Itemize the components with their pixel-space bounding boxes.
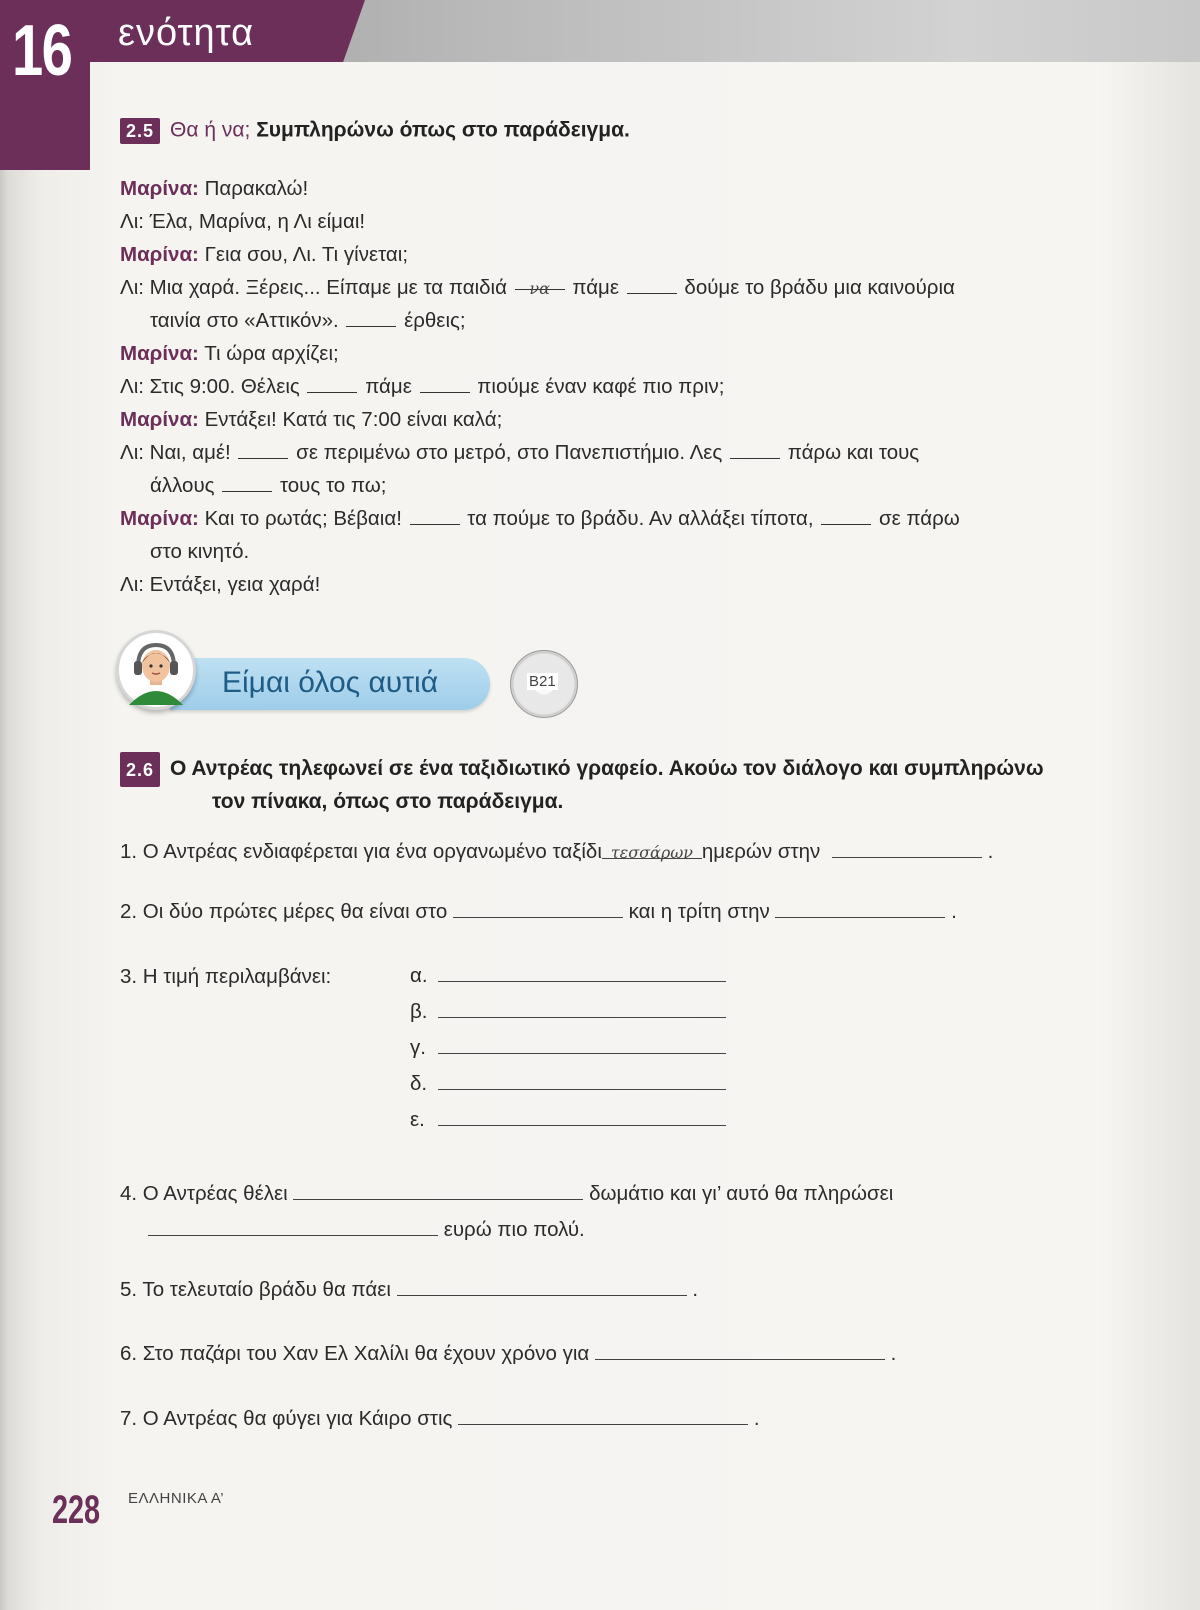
question-text: 6. Στο παζάρι του Χαν Ελ Χαλίλι θα έχουν χρόνο για bbox=[120, 1342, 590, 1365]
list-item bbox=[410, 1066, 726, 1102]
line-text: Και το ρωτάς; Βέβαια! bbox=[204, 507, 402, 530]
line-text: Τι ώρα αρχίζει; bbox=[204, 342, 339, 365]
blank-field[interactable] bbox=[821, 507, 871, 525]
speaker-li: Λι: bbox=[120, 276, 144, 299]
question-3-items bbox=[410, 958, 726, 1138]
listener-avatar bbox=[116, 630, 196, 710]
line-text: πάμε bbox=[365, 375, 412, 398]
item-label: ε. bbox=[410, 1108, 425, 1131]
dialogue-line bbox=[120, 403, 1080, 436]
speaker-marina: Μαρίνα: bbox=[120, 342, 199, 365]
list-item bbox=[410, 1030, 726, 1066]
line-text: δούμε το βράδυ μια καινούρια bbox=[684, 276, 955, 299]
answer-line[interactable] bbox=[458, 1405, 748, 1425]
blank-field[interactable] bbox=[238, 441, 288, 459]
dialogue-line bbox=[120, 238, 1080, 271]
question-text: 4. Ο Αντρέας θέλει bbox=[120, 1182, 288, 1205]
question-5 bbox=[120, 1276, 698, 1304]
answer-line[interactable] bbox=[397, 1276, 687, 1296]
question-6 bbox=[120, 1340, 896, 1368]
answer-line[interactable] bbox=[438, 1106, 726, 1126]
question-4 bbox=[120, 1176, 1080, 1248]
blank-field[interactable] bbox=[420, 375, 470, 393]
blank-field[interactable] bbox=[410, 507, 460, 525]
punctuation: . bbox=[987, 840, 994, 863]
line-text: ταινία στο «Αττικόν». bbox=[150, 309, 339, 332]
line-text: άλλους bbox=[150, 474, 215, 497]
blank-field[interactable] bbox=[307, 375, 357, 393]
question-1 bbox=[120, 838, 993, 866]
question-2 bbox=[120, 898, 957, 926]
exercise-instruction: Ο Αντρέας τηλεφωνεί σε ένα ταξιδιωτικό γραφείο. Ακούω τον διάλογο και συμπληρώνω bbox=[170, 757, 1044, 781]
answer-line[interactable] bbox=[438, 962, 726, 982]
list-item bbox=[410, 1102, 726, 1138]
line-text: τους το πω; bbox=[279, 474, 387, 497]
punctuation: . bbox=[951, 900, 957, 923]
speaker-marina: Μαρίνα: bbox=[120, 177, 199, 200]
answer-line[interactable] bbox=[775, 898, 945, 918]
dialogue-line bbox=[120, 172, 1080, 205]
exercise-2-5-title bbox=[120, 118, 630, 144]
question-text: ευρώ πιο πολύ. bbox=[443, 1218, 585, 1241]
line-text: πάρω και τους bbox=[787, 441, 920, 464]
line-text: σε πάρω bbox=[878, 507, 960, 530]
exercise-badge: 2.5 bbox=[120, 118, 160, 144]
dialogue-line bbox=[120, 337, 1080, 370]
unit-label: ενότητα bbox=[118, 12, 255, 54]
blank-field[interactable] bbox=[627, 276, 677, 294]
line-text: Στις 9:00. Θέλεις bbox=[149, 375, 300, 398]
line-text: Γεια σου, Λι. Τι γίνεται; bbox=[204, 243, 409, 266]
dialogue-line bbox=[120, 370, 1080, 403]
answer-line[interactable] bbox=[148, 1216, 438, 1236]
punctuation: . bbox=[890, 1342, 897, 1365]
line-text: στο κινητό. bbox=[150, 540, 250, 563]
line-text: έρθεις; bbox=[404, 309, 466, 332]
exercise-2-6-title bbox=[120, 752, 1080, 817]
punctuation: . bbox=[692, 1278, 699, 1301]
audio-track-label: B21 bbox=[529, 673, 556, 690]
line-text: πάμε bbox=[572, 276, 619, 299]
example-answer[interactable]: τεσσάρων bbox=[602, 839, 702, 859]
speaker-li: Λι: bbox=[120, 441, 144, 464]
listening-title: Είμαι όλος αυτιά bbox=[222, 666, 439, 699]
line-text: σε περιμένω στο μετρό, στο Πανεπιστήμιο. Λες bbox=[296, 441, 723, 464]
dialogue-line bbox=[120, 205, 1080, 238]
line-text: Έλα, Μαρίνα, η Λι είμαι! bbox=[149, 210, 366, 233]
example-answer[interactable]: να bbox=[515, 272, 565, 290]
dialogue-line bbox=[120, 271, 1080, 337]
exercise-badge: 2.6 bbox=[120, 752, 160, 787]
question-text: 5. Το τελευταίο βράδυ θα πάει bbox=[120, 1278, 391, 1301]
speaker-li: Λι: bbox=[120, 573, 144, 596]
question-text: ημερών στην bbox=[701, 840, 821, 863]
line-text: Εντάξει, γεια χαρά! bbox=[149, 573, 321, 596]
blank-field[interactable] bbox=[730, 441, 780, 459]
line-text: πιούμε έναν καφέ πιο πριν; bbox=[477, 375, 725, 398]
line-text: Μια χαρά. Ξέρεις... Είπαμε με τα παιδιά bbox=[149, 276, 507, 299]
speaker-li: Λι: bbox=[120, 210, 144, 233]
item-label: α. bbox=[410, 964, 428, 987]
speaker-marina: Μαρίνα: bbox=[120, 243, 199, 266]
list-item bbox=[410, 958, 726, 994]
line-text: Παρακαλώ! bbox=[204, 177, 309, 200]
blank-field[interactable] bbox=[222, 474, 272, 492]
line-text: Ναι, αμέ! bbox=[149, 441, 231, 464]
unit-number-block bbox=[0, 0, 90, 170]
exercise-instruction: Συμπληρώνω όπως στο παράδειγμα. bbox=[256, 118, 630, 142]
question-text: δωμάτιο και γι’ αυτό θα πληρώσει bbox=[589, 1182, 894, 1205]
question-7 bbox=[120, 1405, 760, 1433]
answer-line[interactable] bbox=[293, 1180, 583, 1200]
item-label: β. bbox=[410, 1000, 428, 1023]
answer-line[interactable] bbox=[438, 1034, 726, 1054]
answer-line[interactable] bbox=[438, 998, 726, 1018]
speaker-marina: Μαρίνα: bbox=[120, 507, 199, 530]
item-label: γ. bbox=[410, 1036, 426, 1059]
list-item bbox=[410, 994, 726, 1030]
dialogue-line bbox=[120, 502, 1080, 568]
headphones-person-icon bbox=[119, 633, 193, 707]
blank-field[interactable] bbox=[346, 309, 396, 327]
exercise-instruction-cont: τον πίνακα, όπως στο παράδειγμα. bbox=[212, 790, 564, 813]
page-gutter-shadow bbox=[0, 170, 8, 1610]
book-title: ΕΛΛΗΝΙΚΑ Α’ bbox=[128, 1490, 225, 1507]
dialogue-line bbox=[120, 568, 1080, 601]
unit-number: 16 bbox=[12, 11, 72, 91]
line-text: τα πούμε το βράδυ. Αν αλλάξει τίποτα, bbox=[467, 507, 814, 530]
question-3: 3. Η τιμή περιλαμβάνει: bbox=[120, 965, 332, 988]
question-text: 1. Ο Αντρέας ενδιαφέρεται για ένα οργανωμένο ταξίδι bbox=[120, 840, 602, 863]
question-text: 7. Ο Αντρέας θα φύγει για Κάιρο στις bbox=[120, 1407, 453, 1430]
question-text: και η τρίτη στην bbox=[628, 900, 770, 923]
dialogue bbox=[120, 172, 1080, 601]
punctuation: . bbox=[753, 1407, 760, 1430]
answer-line[interactable] bbox=[832, 838, 982, 858]
answer-line[interactable] bbox=[595, 1340, 885, 1360]
question-text: 2. Οι δύο πρώτες μέρες θα είναι στο bbox=[120, 900, 448, 923]
exercise-title-accent: Θα ή να; bbox=[170, 118, 251, 142]
item-label: δ. bbox=[410, 1072, 428, 1095]
dialogue-line bbox=[120, 436, 1080, 502]
answer-line[interactable] bbox=[438, 1070, 726, 1090]
speaker-li: Λι: bbox=[120, 375, 144, 398]
speaker-marina: Μαρίνα: bbox=[120, 408, 199, 431]
page-number: 228 bbox=[52, 1488, 101, 1532]
answer-line[interactable] bbox=[453, 898, 623, 918]
line-text: Εντάξει! Κατά τις 7:00 είναι καλά; bbox=[204, 408, 503, 431]
